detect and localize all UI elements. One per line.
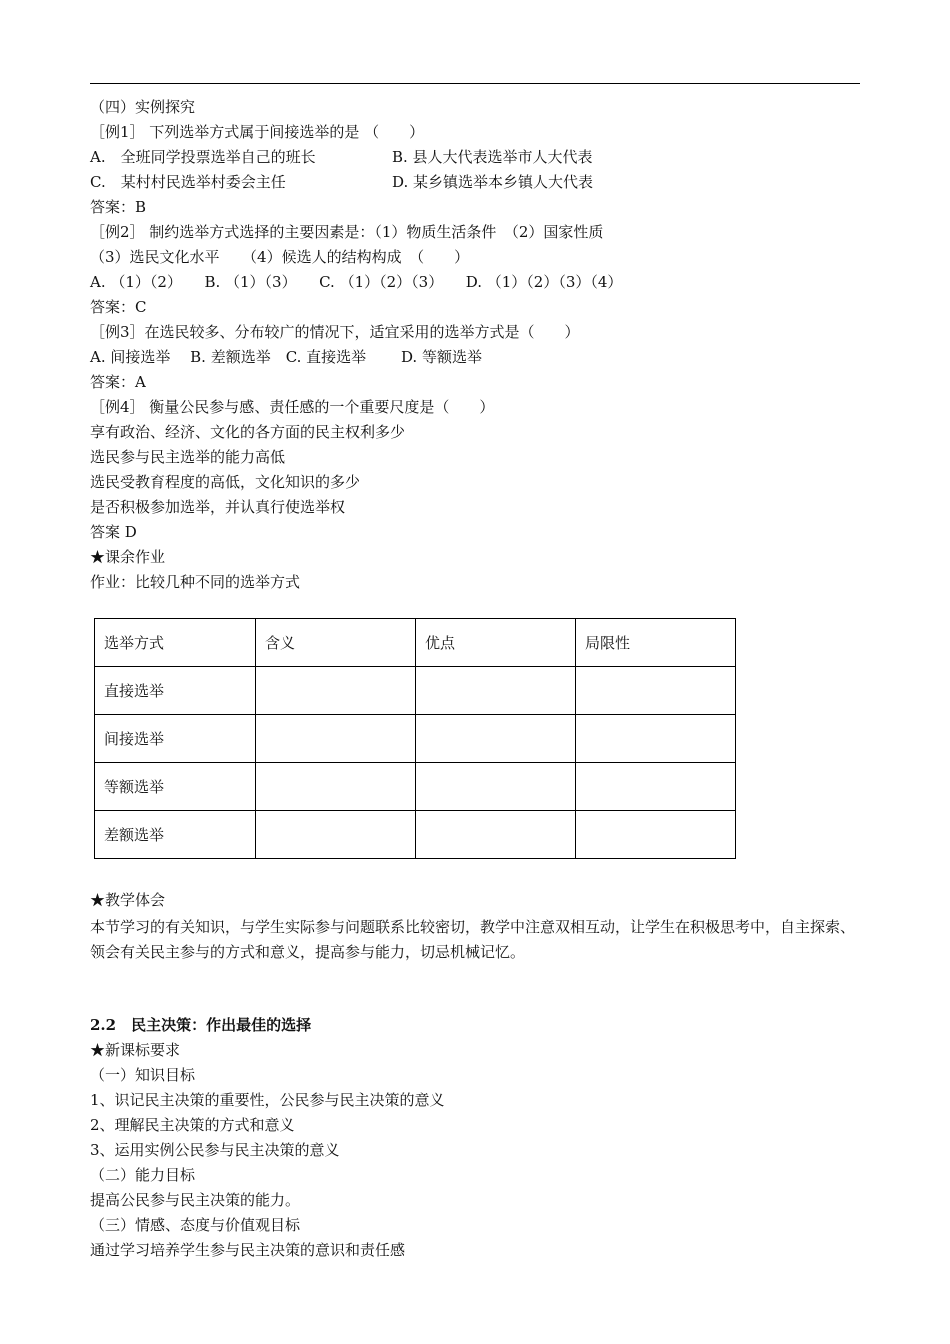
ex4-option-2: 选民参与民主选举的能力高低 [90, 448, 286, 466]
table-cell [416, 715, 576, 763]
table-header-cell: 选举方式 [95, 619, 256, 667]
table-cell [576, 811, 736, 859]
emotion-goal-1: 通过学习培养学生参与民主决策的意识和责任感 [90, 1241, 406, 1259]
table-cell [416, 811, 576, 859]
ex1-answer: 答案：B [90, 198, 147, 216]
ex1-option-c: C. 某村村民选举村委会主任 [90, 173, 286, 191]
table-header-cell: 含义 [256, 619, 416, 667]
table-cell [576, 715, 736, 763]
table-cell: 间接选举 [95, 715, 256, 763]
homework-task: 作业：比较几种不同的选举方式 [90, 573, 301, 591]
ex3-answer: 答案：A [90, 373, 146, 391]
table-row [95, 715, 736, 763]
table-cell [416, 763, 576, 811]
ex3-question: ［例3］在选民较多、分布较广的情况下，适宜采用的选举方式是（ ） [90, 323, 580, 341]
table-cell [416, 667, 576, 715]
knowledge-goal-3: 3、运用实例公民参与民主决策的意义 [90, 1141, 340, 1159]
election-comparison-table [94, 618, 736, 859]
ex4-option-1: 享有政治、经济、文化的各方面的民主权利多少 [90, 423, 406, 441]
table-cell [256, 763, 416, 811]
ex2-answer: 答案：C [90, 298, 147, 316]
emotion-goals-heading: （三）情感、态度与价值观目标 [90, 1216, 301, 1234]
ex1-question: ［例1］ 下列选举方式属于间接选举的是 （ ） [90, 123, 425, 141]
requirements-heading: ★新课标要求 [90, 1041, 181, 1059]
ex1-option-b: B. 县人大代表选举市人大代表 [392, 148, 593, 166]
ex1-option-d: D. 某乡镇选举本乡镇人大代表 [392, 173, 594, 191]
ex4-option-4: 是否积极参加选举，并认真行使选举权 [90, 498, 346, 516]
ex4-option-3: 选民受教育程度的高低，文化知识的多少 [90, 473, 361, 491]
table-row [95, 763, 736, 811]
homework-heading: ★课余作业 [90, 548, 166, 566]
ex4-answer: 答案 D [90, 523, 137, 541]
ability-goal-1: 提高公民参与民主决策的能力。 [90, 1191, 301, 1209]
ex4-question: ［例4］ 衡量公民参与感、责任感的一个重要尺度是（ ） [90, 398, 495, 416]
table-cell [576, 667, 736, 715]
table-cell [256, 667, 416, 715]
table-cell [256, 811, 416, 859]
table-header-row [95, 619, 736, 667]
table-row [95, 811, 736, 859]
ex2-question-line2: （3）选民文化水平 （4）候选人的结构构成 （ ） [90, 248, 470, 266]
part4-heading: （四）实例探究 [90, 98, 196, 116]
header-rule [90, 83, 860, 84]
ability-goals-heading: （二）能力目标 [90, 1166, 196, 1184]
table-cell: 直接选举 [95, 667, 256, 715]
table-cell [576, 763, 736, 811]
knowledge-goals-heading: （一）知识目标 [90, 1066, 196, 1084]
ex3-options: A. 间接选举 B. 差额选举 C. 直接选举 D. 等额选举 [90, 348, 482, 366]
table-header-cell: 优点 [416, 619, 576, 667]
ex2-question-line1: ［例2］ 制约选举方式选择的主要因素是：（1）物质生活条件 （2）国家性质 [90, 223, 604, 241]
table-header-cell: 局限性 [576, 619, 736, 667]
table-cell: 差额选举 [95, 811, 256, 859]
reflection-heading: ★教学体会 [90, 891, 166, 909]
table-cell: 等额选举 [95, 763, 256, 811]
table-cell [256, 715, 416, 763]
ex2-options: A. （1）（2） B. （1）（3） C. （1）（2）（3） D. （1）（2）（3）（4） [90, 273, 623, 291]
knowledge-goal-1: 1、识记民主决策的重要性，公民参与民主决策的意义 [90, 1091, 445, 1109]
reflection-body: 本节学习的有关知识，与学生实际参与问题联系比较密切，教学中注意双相互动，让学生在积极思考中，自主探索、领会有关民主参与的方式和意义，提高参与能力，切忌机械记忆。 [90, 918, 856, 961]
knowledge-goal-2: 2、理解民主决策的方式和意义 [90, 1116, 295, 1134]
ex1-option-a: A. 全班同学投票选举自己的班长 [90, 148, 316, 166]
table-row [95, 667, 736, 715]
section-title: 2.2 民主决策：作出最佳的选择 [90, 1016, 312, 1034]
